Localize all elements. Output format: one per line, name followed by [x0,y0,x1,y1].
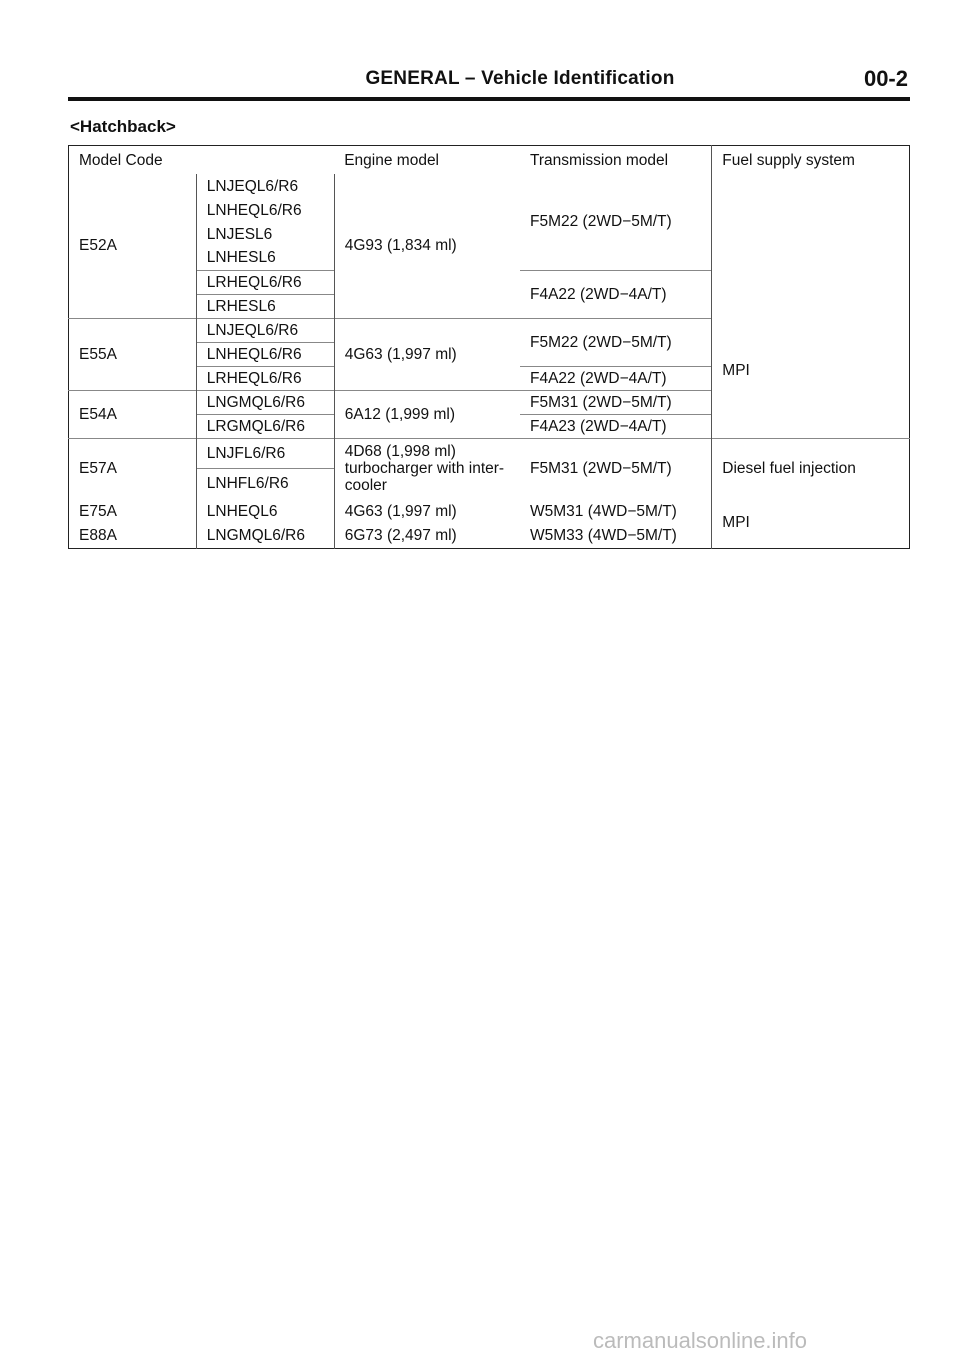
variant-cell: LNHEQL6 [196,498,334,524]
variant-cell: LNJEQL6/R6 [196,318,334,342]
column-header-engine: Engine model [344,151,440,169]
model-code-cell: E52A [79,237,117,255]
column-header-fuel: Fuel supply system [712,146,910,175]
transmission-cell: F4A22 (2WD−4A/T) [520,366,712,390]
engine-line: 4D68 (1,998 ml) [344,442,456,460]
engine-cell: 6A12 (1,999 ml) [334,390,520,438]
variant-cell: LRHESL6 [196,294,334,318]
table-row [69,498,910,524]
variant-cell: LNGMQL6/R6 [196,390,334,414]
variant-cell: LNJFL6/R6 [196,438,334,468]
variant-cell: LNHFL6/R6 [196,468,334,498]
variant-cell: LNHEQL6/R6 [196,198,334,222]
engine-cell: 4G63 (1,997 ml) [334,498,520,524]
engine-line: cooler [344,476,387,494]
fuel-cell: MPI [712,174,910,438]
transmission-cell: F5M31 (2WD−5M/T) [520,438,712,498]
engine-cell: 6G73 (2,497 ml) [334,524,520,548]
model-code-cell: E57A [69,438,197,498]
model-code-cell: E75A [79,502,117,520]
variant-cell: LRGMQL6/R6 [196,414,334,438]
fuel-cell: Diesel fuel injection [712,438,910,498]
table-row [69,438,910,468]
transmission-cell: W5M31 (4WD−5M/T) [530,502,677,520]
watermark: carmanualsonline.info [593,1328,808,1353]
engine-cell: 4G63 (1,997 ml) [334,318,520,390]
vehicle-identification-table [68,145,910,549]
model-code-cell: E54A [69,390,197,438]
section-label: <Hatchback> [70,117,176,136]
variant-cell: LNJEQL6/R6 [196,174,334,198]
transmission-cell: F5M31 (2WD−5M/T) [520,390,712,414]
variant-cell: LNJESL6 [196,222,334,246]
engine-cell: 4G93 (1,834 ml) [334,174,520,318]
variant-cell: LNHESL6 [196,246,334,270]
header-rule [68,97,910,101]
page-number: 00-2 [863,66,908,91]
table-row [69,174,910,198]
transmission-cell: F5M22 (2WD−5M/T) [520,318,712,366]
engine-line: turbocharger with inter- [344,459,505,477]
fuel-cell: MPI [712,498,910,548]
transmission-cell: F4A23 (2WD−4A/T) [520,414,712,438]
column-header-model-code: Model Code [79,151,163,169]
engine-cell [334,438,520,498]
model-code-cell: E55A [69,318,197,390]
model-code-cell: E88A [79,527,117,545]
transmission-cell: W5M33 (4WD−5M/T) [530,527,677,545]
variant-cell: LRHEQL6/R6 [196,366,334,390]
page-title: GENERAL – Vehicle Identification [365,68,675,89]
column-header-transmission: Transmission model [530,151,669,169]
variant-cell: LNGMQL6/R6 [196,524,334,548]
table-header-row [69,146,910,175]
variant-cell: LNHEQL6/R6 [196,342,334,366]
transmission-cell: F4A22 (2WD−4A/T) [520,270,712,318]
variant-cell: LRHEQL6/R6 [196,270,334,294]
transmission-cell: F5M22 (2WD−5M/T) [530,213,672,231]
